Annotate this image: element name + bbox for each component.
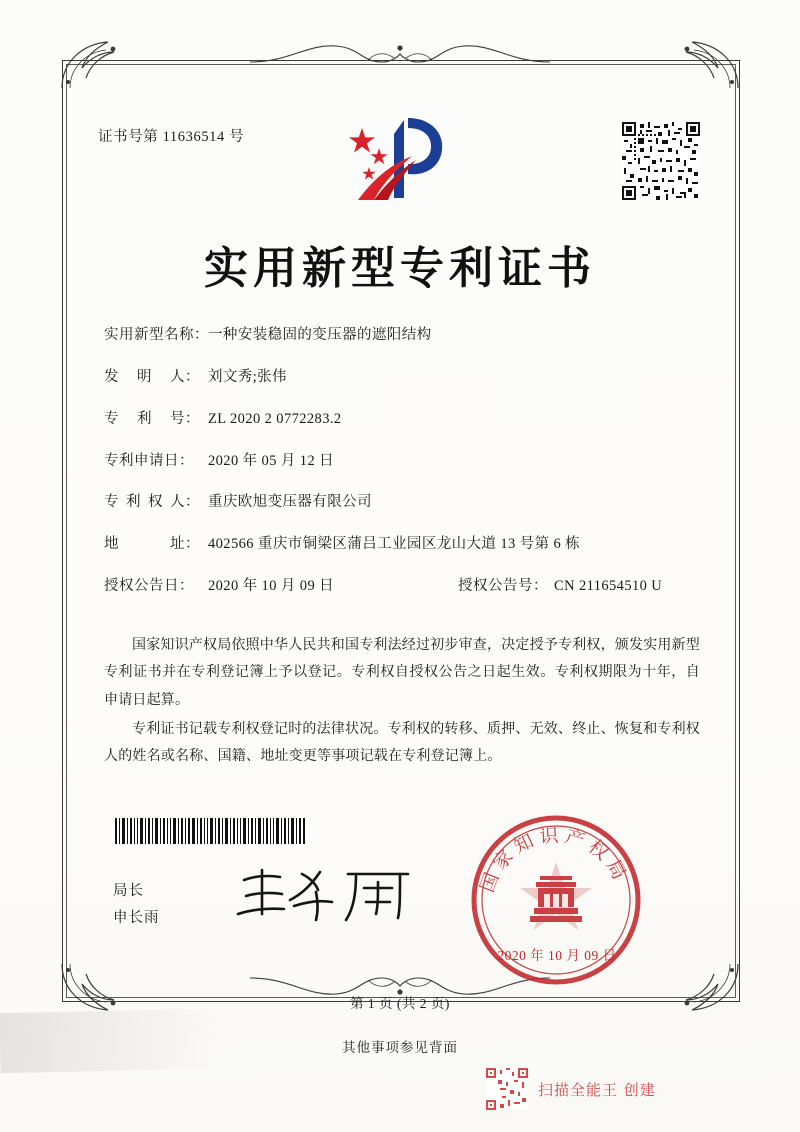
field-label-part: 址： (170, 536, 200, 553)
signature-labels (113, 878, 160, 932)
scan-shadow (0, 1007, 301, 1073)
field-value: 402566 重庆市铜梁区蒲吕工业园区龙山大道 13 号第 6 栋 (208, 536, 581, 553)
field-label-part: 利 (137, 410, 152, 427)
field-label: 专利申请日： (104, 452, 194, 469)
page-indicator: 第 1 页 (共 2 页) (350, 996, 450, 1011)
field-row (104, 368, 704, 387)
body-text (104, 632, 700, 772)
field-label (104, 410, 208, 429)
back-note: 其他事项参见背面 (342, 1040, 458, 1055)
field-row (104, 535, 704, 554)
patent-barcode (113, 818, 309, 844)
field-label-part: 明 (137, 368, 152, 385)
qr-code (622, 122, 700, 200)
page-title: 实用新型专利证书 (204, 243, 596, 294)
field-label: 授权公告日： (104, 578, 194, 595)
scan-watermark (486, 1068, 656, 1110)
field-label (104, 535, 208, 554)
field-row (104, 326, 704, 345)
field-row (104, 410, 704, 429)
field-value: 一种安装稳固的变压器的遮阳结构 (208, 327, 432, 343)
field-label-part: 权 (148, 494, 163, 511)
field-label-part: 发 (104, 368, 119, 385)
field-value: 刘文秀;张伟 (208, 368, 287, 385)
field-label: 实用新型名称： (104, 327, 209, 343)
field-label (104, 368, 208, 387)
field-label (104, 493, 208, 512)
field-value: 重庆欧旭变压器有限公司 (208, 494, 372, 511)
field-value: 2020 年 10 月 09 日 (208, 578, 335, 595)
field-list (104, 326, 704, 619)
field-label-part: 人： (170, 494, 200, 511)
certificate-number: 证书号第 11636514 号 (98, 129, 245, 145)
field-label-part: 专 (104, 410, 119, 427)
field-label-part: 号： (170, 410, 200, 427)
paragraph: 专利证书记载专利权登记时的法律状况。专利权的转移、质押、无效、终止、恢复和专利权人的姓名或名称、国籍、地址变更等事项记载在专利登记簿上。 (104, 721, 700, 765)
director-name-label: 申长雨 (113, 909, 160, 926)
svg-text:国家知识产权局: 国家知识产权局 (476, 824, 633, 896)
field-value: ZL 2020 2 0772283.2 (208, 410, 342, 427)
field-row (104, 493, 704, 512)
director-role-label: 局长 (113, 883, 144, 899)
field-row (104, 452, 704, 471)
handwritten-signature-icon (232, 862, 422, 926)
field-label-part: 人： (170, 368, 200, 385)
top-flourish-icon (250, 34, 550, 78)
field-label-secondary: 授权公告号： (458, 578, 548, 595)
field-value: 2020 年 05 月 12 日 (208, 452, 335, 469)
watermark-text: 扫描全能王 创建 (538, 1080, 656, 1099)
field-label-part: 地 (104, 536, 119, 553)
field-row-dual (104, 577, 704, 596)
field-label-part: 专 (104, 494, 119, 511)
seal-date: 2020 年 10 月 09 日 (497, 948, 617, 963)
cnipa-logo-icon (338, 112, 462, 210)
field-label-part: 利 (126, 494, 141, 511)
paragraph: 国家知识产权局依照中华人民共和国专利法经过初步审查，决定授予专利权，颁发实用新型专利证书并在专利登记簿上予以登记。专利权自授权公告之日起生效。专利权期限为十年，自申请日起算。 (104, 638, 700, 708)
field-value-secondary: CN 211654510 U (554, 578, 663, 595)
watermark-qr-icon (486, 1068, 528, 1110)
